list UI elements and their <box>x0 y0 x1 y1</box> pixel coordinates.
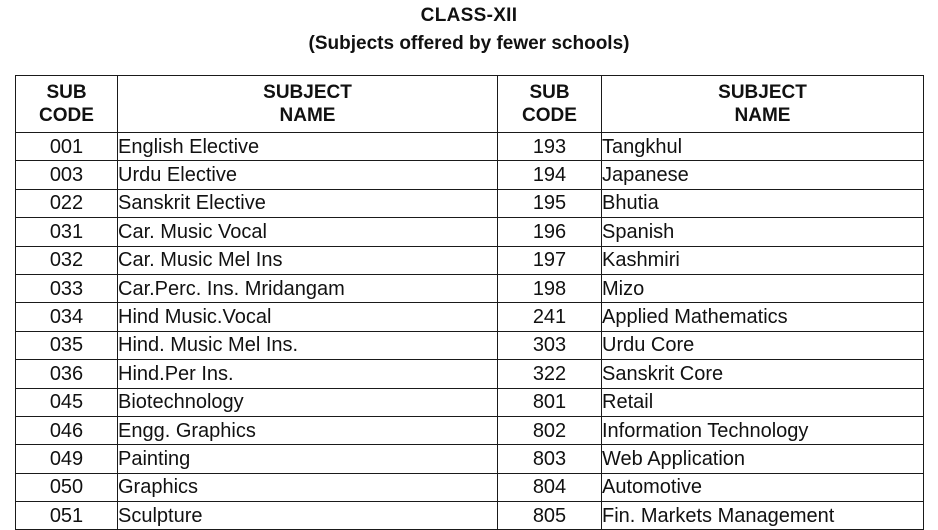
subject-name-cell: Engg. Graphics <box>118 416 498 444</box>
sub-code-cell: 031 <box>16 218 118 246</box>
subject-name-cell: Kashmiri <box>602 246 924 274</box>
sub-code-cell: 804 <box>498 473 602 501</box>
table-body <box>16 133 924 530</box>
table-row <box>16 502 924 530</box>
subjects-table <box>15 75 924 530</box>
subject-name-cell: Hind.Per Ins. <box>118 360 498 388</box>
sub-code-cell: 051 <box>16 502 118 530</box>
subject-name-cell: Web Application <box>602 445 924 473</box>
sub-code-cell: 022 <box>16 189 118 217</box>
sub-code-cell: 032 <box>16 246 118 274</box>
subject-name-cell: Hind. Music Mel Ins. <box>118 331 498 359</box>
subject-name-cell: Fin. Markets Management <box>602 502 924 530</box>
subject-name-cell: Sculpture <box>118 502 498 530</box>
subject-name-cell: Mizo <box>602 274 924 302</box>
sub-code-cell: 001 <box>16 133 118 161</box>
header-text: NAME <box>279 105 336 126</box>
subject-name-cell: Graphics <box>118 473 498 501</box>
table-row <box>16 246 924 274</box>
subject-name-cell: Information Technology <box>602 416 924 444</box>
sub-code-cell: 033 <box>16 274 118 302</box>
header-text: NAME <box>734 105 791 126</box>
table-header <box>16 76 924 133</box>
sub-code-cell: 197 <box>498 246 602 274</box>
sub-code-cell: 303 <box>498 331 602 359</box>
subject-name-cell: Biotechnology <box>118 388 498 416</box>
subject-name-cell: Bhutia <box>602 189 924 217</box>
sub-code-cell: 045 <box>16 388 118 416</box>
sub-code-cell: 322 <box>498 360 602 388</box>
sub-code-cell: 046 <box>16 416 118 444</box>
header-text: CODE <box>522 105 577 126</box>
document-title: CLASS-XII <box>420 5 518 26</box>
table-row <box>16 331 924 359</box>
header-text: CODE <box>39 105 94 126</box>
sub-code-cell: 050 <box>16 473 118 501</box>
sub-code-cell: 802 <box>498 416 602 444</box>
header-sub-code-right <box>498 76 602 133</box>
subject-name-cell: Japanese <box>602 161 924 189</box>
sub-code-cell: 198 <box>498 274 602 302</box>
sub-code-cell: 034 <box>16 303 118 331</box>
subject-name-cell: Spanish <box>602 218 924 246</box>
header-subject-name-right <box>602 76 924 133</box>
subject-name-cell: Urdu Elective <box>118 161 498 189</box>
table-row <box>16 303 924 331</box>
header-subject-name-left <box>118 76 498 133</box>
sub-code-cell: 193 <box>498 133 602 161</box>
header-text: SUB <box>46 82 87 103</box>
subject-name-cell: Car. Music Mel Ins <box>118 246 498 274</box>
document-subtitle: (Subjects offered by fewer schools) <box>308 33 630 54</box>
document-heading <box>0 4 938 56</box>
sub-code-cell: 003 <box>16 161 118 189</box>
subject-name-cell: Sanskrit Core <box>602 360 924 388</box>
sub-code-cell: 801 <box>498 388 602 416</box>
table-row <box>16 133 924 161</box>
table-row <box>16 445 924 473</box>
table-row <box>16 161 924 189</box>
subject-name-cell: Tangkhul <box>602 133 924 161</box>
subject-name-cell: Retail <box>602 388 924 416</box>
sub-code-cell: 196 <box>498 218 602 246</box>
header-row <box>16 76 924 133</box>
sub-code-cell: 035 <box>16 331 118 359</box>
header-text: SUBJECT <box>263 82 352 103</box>
table-row <box>16 274 924 302</box>
subject-name-cell: Car. Music Vocal <box>118 218 498 246</box>
sub-code-cell: 241 <box>498 303 602 331</box>
sub-code-cell: 036 <box>16 360 118 388</box>
subject-name-cell: Sanskrit Elective <box>118 189 498 217</box>
subject-name-cell: Car.Perc. Ins. Mridangam <box>118 274 498 302</box>
table-row <box>16 360 924 388</box>
table-row <box>16 218 924 246</box>
subject-name-cell: Automotive <box>602 473 924 501</box>
sub-code-cell: 194 <box>498 161 602 189</box>
table-row <box>16 189 924 217</box>
table-row <box>16 473 924 501</box>
subject-name-cell: Painting <box>118 445 498 473</box>
subject-name-cell: Hind Music.Vocal <box>118 303 498 331</box>
header-sub-code-left <box>16 76 118 133</box>
table-row <box>16 416 924 444</box>
table-row <box>16 388 924 416</box>
sub-code-cell: 803 <box>498 445 602 473</box>
subject-name-cell: English Elective <box>118 133 498 161</box>
sub-code-cell: 805 <box>498 502 602 530</box>
header-text: SUB <box>529 82 570 103</box>
header-text: SUBJECT <box>718 82 807 103</box>
subject-name-cell: Urdu Core <box>602 331 924 359</box>
sub-code-cell: 195 <box>498 189 602 217</box>
sub-code-cell: 049 <box>16 445 118 473</box>
subject-name-cell: Applied Mathematics <box>602 303 924 331</box>
